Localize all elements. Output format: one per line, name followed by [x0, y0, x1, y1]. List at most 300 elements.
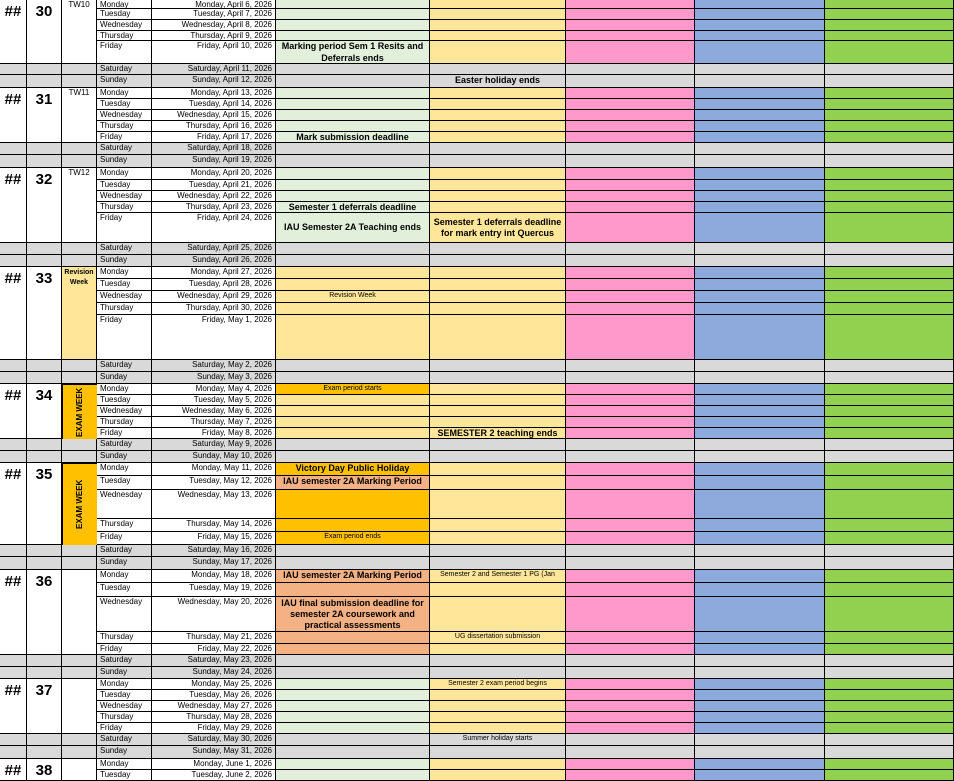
event-cell-col2[interactable] [430, 406, 566, 417]
day-name-cell[interactable]: Friday [97, 132, 152, 143]
date-cell[interactable]: Tuesday, April 21, 2026 [152, 180, 276, 191]
color-cell-blue[interactable] [695, 583, 825, 597]
event-cell-col1[interactable] [276, 406, 430, 417]
color-cell-pink[interactable] [566, 360, 695, 372]
color-cell-blue[interactable] [695, 451, 825, 463]
color-cell-blue[interactable] [695, 532, 825, 545]
day-name-cell[interactable]: Wednesday [97, 110, 152, 121]
event-cell-col1[interactable] [276, 746, 430, 759]
color-cell-green[interactable] [825, 243, 954, 255]
color-cell-blue[interactable] [695, 545, 825, 557]
date-cell[interactable]: Monday, April 13, 2026 [152, 88, 276, 99]
date-cell[interactable]: Monday, April 20, 2026 [152, 168, 276, 180]
day-name-cell[interactable]: Sunday [97, 155, 152, 168]
event-cell-col1[interactable] [276, 31, 430, 41]
day-name-cell[interactable]: Monday [97, 384, 152, 395]
color-cell-pink[interactable] [566, 417, 695, 428]
event-cell-col1[interactable] [276, 75, 430, 88]
color-cell-blue[interactable] [695, 655, 825, 667]
day-name-cell[interactable]: Monday [97, 168, 152, 180]
color-cell-blue[interactable] [695, 406, 825, 417]
day-name-cell[interactable]: Monday [97, 0, 152, 9]
color-cell-pink[interactable] [566, 279, 695, 291]
event-cell-col2[interactable]: Semester 2 and Semester 1 PG (Jan [430, 570, 566, 583]
color-cell-green[interactable] [825, 202, 954, 213]
event-cell-col2[interactable] [430, 267, 566, 279]
event-cell-col2[interactable] [430, 690, 566, 701]
event-cell-col2[interactable] [430, 417, 566, 428]
week-hash-label[interactable]: ## [0, 463, 27, 545]
event-cell-col1[interactable] [276, 632, 430, 644]
event-cell-col2[interactable] [430, 723, 566, 734]
day-name-cell[interactable]: Thursday [97, 632, 152, 644]
date-cell[interactable]: Friday, April 24, 2026 [152, 213, 276, 243]
teaching-week-label[interactable] [62, 679, 97, 734]
teaching-week-label[interactable] [62, 570, 97, 655]
date-cell[interactable]: Thursday, May 7, 2026 [152, 417, 276, 428]
color-cell-pink[interactable] [566, 372, 695, 384]
event-cell-col2[interactable] [430, 701, 566, 712]
day-name-cell[interactable]: Sunday [97, 255, 152, 267]
color-cell-green[interactable] [825, 723, 954, 734]
event-cell-col1[interactable] [276, 417, 430, 428]
color-cell-pink[interactable] [566, 132, 695, 143]
teaching-week-label[interactable]: TW10 [62, 0, 97, 64]
day-name-cell[interactable]: Sunday [97, 557, 152, 570]
day-name-cell[interactable]: Friday [97, 532, 152, 545]
color-cell-pink[interactable] [566, 155, 695, 168]
color-cell-green[interactable] [825, 476, 954, 490]
color-cell-green[interactable] [825, 557, 954, 570]
day-name-cell[interactable]: Saturday [97, 545, 152, 557]
color-cell-pink[interactable] [566, 439, 695, 451]
color-cell-pink[interactable] [566, 632, 695, 644]
event-cell-col1[interactable] [276, 155, 430, 168]
event-cell-col2[interactable] [430, 597, 566, 632]
color-cell-blue[interactable] [695, 191, 825, 202]
color-cell-blue[interactable] [695, 701, 825, 712]
day-name-cell[interactable]: Saturday [97, 655, 152, 667]
event-cell-col1[interactable] [276, 360, 430, 372]
event-cell-col1[interactable] [276, 143, 430, 155]
date-cell[interactable]: Wednesday, May 27, 2026 [152, 701, 276, 712]
color-cell-blue[interactable] [695, 64, 825, 75]
date-cell[interactable]: Tuesday, May 5, 2026 [152, 395, 276, 406]
event-cell-col2[interactable] [430, 279, 566, 291]
event-cell-col1[interactable] [276, 667, 430, 679]
color-cell-blue[interactable] [695, 395, 825, 406]
event-cell-col1[interactable] [276, 121, 430, 132]
day-name-cell[interactable]: Tuesday [97, 476, 152, 490]
day-name-cell[interactable]: Tuesday [97, 99, 152, 110]
day-name-cell[interactable]: Monday [97, 463, 152, 476]
week-hash-label[interactable]: ## [0, 168, 27, 243]
color-cell-green[interactable] [825, 121, 954, 132]
date-cell[interactable]: Monday, May 25, 2026 [152, 679, 276, 690]
color-cell-pink[interactable] [566, 315, 695, 360]
date-cell[interactable]: Sunday, April 26, 2026 [152, 255, 276, 267]
color-cell-blue[interactable] [695, 41, 825, 64]
date-cell[interactable]: Saturday, April 18, 2026 [152, 143, 276, 155]
event-cell-col2[interactable] [430, 121, 566, 132]
event-cell-col2[interactable] [430, 64, 566, 75]
event-cell-col1[interactable] [276, 519, 430, 532]
day-name-cell[interactable]: Wednesday [97, 191, 152, 202]
date-cell[interactable]: Friday, May 29, 2026 [152, 723, 276, 734]
event-cell-col1[interactable] [276, 395, 430, 406]
day-name-cell[interactable]: Monday [97, 88, 152, 99]
date-cell[interactable]: Sunday, April 12, 2026 [152, 75, 276, 88]
color-cell-pink[interactable] [566, 180, 695, 191]
event-cell-col2[interactable] [430, 476, 566, 490]
event-cell-col1[interactable] [276, 88, 430, 99]
event-cell-col2[interactable] [430, 439, 566, 451]
teaching-week-label[interactable]: TW11 [62, 88, 97, 143]
event-cell-col1[interactable] [276, 428, 430, 439]
event-cell-col2[interactable] [430, 132, 566, 143]
date-cell[interactable]: Sunday, May 3, 2026 [152, 372, 276, 384]
color-cell-green[interactable] [825, 417, 954, 428]
date-cell[interactable]: Sunday, May 17, 2026 [152, 557, 276, 570]
color-cell-blue[interactable] [695, 490, 825, 519]
event-cell-col1[interactable] [276, 9, 430, 20]
date-cell[interactable]: Tuesday, May 19, 2026 [152, 583, 276, 597]
event-cell-col2[interactable] [430, 759, 566, 770]
event-cell-col2[interactable] [430, 770, 566, 781]
color-cell-pink[interactable] [566, 202, 695, 213]
color-cell-blue[interactable] [695, 746, 825, 759]
color-cell-green[interactable] [825, 451, 954, 463]
color-cell-pink[interactable] [566, 655, 695, 667]
color-cell-blue[interactable] [695, 679, 825, 690]
color-cell-pink[interactable] [566, 110, 695, 121]
event-cell-col1[interactable] [276, 20, 430, 31]
day-name-cell[interactable]: Friday [97, 41, 152, 64]
day-name-cell[interactable]: Monday [97, 679, 152, 690]
color-cell-pink[interactable] [566, 690, 695, 701]
color-cell-green[interactable] [825, 0, 954, 9]
event-cell-col2[interactable] [430, 143, 566, 155]
event-cell-col2[interactable] [430, 557, 566, 570]
color-cell-green[interactable] [825, 428, 954, 439]
color-cell-blue[interactable] [695, 110, 825, 121]
event-cell-col1[interactable] [276, 759, 430, 770]
date-cell[interactable]: Thursday, May 28, 2026 [152, 712, 276, 723]
day-name-cell[interactable]: Wednesday [97, 701, 152, 712]
date-cell[interactable]: Thursday, May 14, 2026 [152, 519, 276, 532]
color-cell-pink[interactable] [566, 406, 695, 417]
day-name-cell[interactable]: Sunday [97, 372, 152, 384]
color-cell-blue[interactable] [695, 155, 825, 168]
event-cell-col1[interactable] [276, 110, 430, 121]
date-cell[interactable]: Friday, April 17, 2026 [152, 132, 276, 143]
day-name-cell[interactable]: Sunday [97, 746, 152, 759]
event-cell-col2[interactable] [430, 644, 566, 655]
event-cell-col2[interactable] [430, 88, 566, 99]
color-cell-pink[interactable] [566, 255, 695, 267]
color-cell-pink[interactable] [566, 303, 695, 315]
color-cell-green[interactable] [825, 545, 954, 557]
date-cell[interactable]: Tuesday, April 14, 2026 [152, 99, 276, 110]
date-cell[interactable]: Saturday, May 9, 2026 [152, 439, 276, 451]
color-cell-pink[interactable] [566, 168, 695, 180]
event-cell-col2[interactable] [430, 255, 566, 267]
color-cell-blue[interactable] [695, 213, 825, 243]
event-cell-col1[interactable] [276, 770, 430, 781]
color-cell-blue[interactable] [695, 31, 825, 41]
date-cell[interactable]: Tuesday, June 2, 2026 [152, 770, 276, 781]
color-cell-pink[interactable] [566, 451, 695, 463]
date-cell[interactable]: Sunday, May 31, 2026 [152, 746, 276, 759]
date-cell[interactable]: Sunday, May 10, 2026 [152, 451, 276, 463]
date-cell[interactable]: Wednesday, April 15, 2026 [152, 110, 276, 121]
event-cell-col2[interactable] [430, 291, 566, 303]
color-cell-pink[interactable] [566, 463, 695, 476]
color-cell-blue[interactable] [695, 417, 825, 428]
color-cell-pink[interactable] [566, 545, 695, 557]
event-cell-col2[interactable] [430, 463, 566, 476]
color-cell-blue[interactable] [695, 291, 825, 303]
color-cell-green[interactable] [825, 180, 954, 191]
date-cell[interactable]: Saturday, April 25, 2026 [152, 243, 276, 255]
event-cell-col2[interactable]: Semester 1 deferrals deadline for mark entry int Quercus [430, 213, 566, 243]
week-number[interactable]: 36 [27, 570, 62, 655]
day-name-cell[interactable]: Tuesday [97, 9, 152, 20]
event-cell-col2[interactable] [430, 667, 566, 679]
color-cell-green[interactable] [825, 191, 954, 202]
day-name-cell[interactable]: Monday [97, 267, 152, 279]
color-cell-pink[interactable] [566, 41, 695, 64]
color-cell-pink[interactable] [566, 31, 695, 41]
color-cell-blue[interactable] [695, 132, 825, 143]
event-cell-col1[interactable] [276, 64, 430, 75]
event-cell-col2[interactable]: Summer holiday starts [430, 734, 566, 746]
color-cell-green[interactable] [825, 255, 954, 267]
day-name-cell[interactable]: Tuesday [97, 690, 152, 701]
color-cell-blue[interactable] [695, 734, 825, 746]
event-cell-col2[interactable] [430, 20, 566, 31]
color-cell-blue[interactable] [695, 463, 825, 476]
color-cell-pink[interactable] [566, 143, 695, 155]
week-number[interactable]: 34 [27, 384, 62, 439]
week-number[interactable]: 31 [27, 88, 62, 143]
event-cell-col1[interactable] [276, 439, 430, 451]
event-cell-col2[interactable] [430, 180, 566, 191]
color-cell-green[interactable] [825, 406, 954, 417]
color-cell-pink[interactable] [566, 428, 695, 439]
date-cell[interactable]: Tuesday, May 26, 2026 [152, 690, 276, 701]
event-cell-col1[interactable] [276, 279, 430, 291]
event-cell-col1[interactable] [276, 191, 430, 202]
color-cell-blue[interactable] [695, 75, 825, 88]
event-cell-col2[interactable] [430, 519, 566, 532]
color-cell-green[interactable] [825, 583, 954, 597]
color-cell-green[interactable] [825, 31, 954, 41]
event-cell-col1[interactable] [276, 644, 430, 655]
week-hash-label[interactable]: ## [0, 384, 27, 439]
date-cell[interactable]: Tuesday, April 7, 2026 [152, 9, 276, 20]
week-number[interactable]: 30 [27, 0, 62, 64]
color-cell-blue[interactable] [695, 360, 825, 372]
color-cell-green[interactable] [825, 168, 954, 180]
color-cell-green[interactable] [825, 291, 954, 303]
event-cell-col1[interactable] [276, 372, 430, 384]
color-cell-blue[interactable] [695, 9, 825, 20]
color-cell-green[interactable] [825, 132, 954, 143]
color-cell-blue[interactable] [695, 570, 825, 583]
color-cell-pink[interactable] [566, 734, 695, 746]
color-cell-blue[interactable] [695, 439, 825, 451]
week-hash-label[interactable]: ## [0, 267, 27, 360]
date-cell[interactable]: Monday, June 1, 2026 [152, 759, 276, 770]
day-name-cell[interactable]: Wednesday [97, 406, 152, 417]
day-name-cell[interactable]: Wednesday [97, 597, 152, 632]
color-cell-pink[interactable] [566, 213, 695, 243]
date-cell[interactable]: Sunday, May 24, 2026 [152, 667, 276, 679]
color-cell-green[interactable] [825, 88, 954, 99]
date-cell[interactable]: Saturday, May 23, 2026 [152, 655, 276, 667]
color-cell-pink[interactable] [566, 770, 695, 781]
color-cell-pink[interactable] [566, 490, 695, 519]
color-cell-green[interactable] [825, 701, 954, 712]
date-cell[interactable]: Saturday, May 2, 2026 [152, 360, 276, 372]
event-cell-col1[interactable]: Exam period starts [276, 384, 430, 395]
event-cell-col2[interactable] [430, 110, 566, 121]
day-name-cell[interactable]: Friday [97, 723, 152, 734]
event-cell-col1[interactable] [276, 315, 430, 360]
event-cell-col1[interactable]: IAU final submission deadline for semester 2A coursework and practical assessments [276, 597, 430, 632]
color-cell-blue[interactable] [695, 597, 825, 632]
color-cell-green[interactable] [825, 690, 954, 701]
event-cell-col1[interactable] [276, 583, 430, 597]
color-cell-blue[interactable] [695, 303, 825, 315]
color-cell-green[interactable] [825, 519, 954, 532]
color-cell-green[interactable] [825, 770, 954, 781]
week-hash-label[interactable]: ## [0, 0, 27, 64]
teaching-week-label[interactable]: EXAM WEEK [62, 463, 97, 545]
date-cell[interactable]: Wednesday, May 13, 2026 [152, 490, 276, 519]
color-cell-green[interactable] [825, 759, 954, 770]
color-cell-blue[interactable] [695, 20, 825, 31]
day-name-cell[interactable]: Saturday [97, 64, 152, 75]
event-cell-col1[interactable] [276, 303, 430, 315]
color-cell-pink[interactable] [566, 395, 695, 406]
event-cell-col1[interactable]: Marking period Sem 1 Resits and Deferrals ends [276, 41, 430, 64]
event-cell-col2[interactable] [430, 0, 566, 9]
color-cell-pink[interactable] [566, 597, 695, 632]
event-cell-col1[interactable] [276, 701, 430, 712]
color-cell-pink[interactable] [566, 64, 695, 75]
date-cell[interactable]: Wednesday, April 8, 2026 [152, 20, 276, 31]
date-cell[interactable]: Friday, May 8, 2026 [152, 428, 276, 439]
date-cell[interactable]: Thursday, April 9, 2026 [152, 31, 276, 41]
date-cell[interactable]: Wednesday, April 22, 2026 [152, 191, 276, 202]
color-cell-green[interactable] [825, 439, 954, 451]
day-name-cell[interactable]: Tuesday [97, 395, 152, 406]
event-cell-col1[interactable]: IAU Semester 2A Teaching ends [276, 213, 430, 243]
color-cell-pink[interactable] [566, 121, 695, 132]
day-name-cell[interactable]: Wednesday [97, 490, 152, 519]
event-cell-col2[interactable]: SEMESTER 2 teaching ends [430, 428, 566, 439]
color-cell-green[interactable] [825, 734, 954, 746]
event-cell-col1[interactable] [276, 712, 430, 723]
color-cell-green[interactable] [825, 632, 954, 644]
event-cell-col2[interactable] [430, 31, 566, 41]
color-cell-pink[interactable] [566, 75, 695, 88]
date-cell[interactable]: Friday, May 15, 2026 [152, 532, 276, 545]
color-cell-blue[interactable] [695, 644, 825, 655]
color-cell-pink[interactable] [566, 557, 695, 570]
color-cell-blue[interactable] [695, 202, 825, 213]
event-cell-col2[interactable] [430, 395, 566, 406]
date-cell[interactable]: Thursday, April 23, 2026 [152, 202, 276, 213]
color-cell-green[interactable] [825, 490, 954, 519]
date-cell[interactable]: Tuesday, May 12, 2026 [152, 476, 276, 490]
event-cell-col2[interactable] [430, 155, 566, 168]
event-cell-col1[interactable]: Victory Day Public Holiday [276, 463, 430, 476]
day-name-cell[interactable]: Friday [97, 644, 152, 655]
teaching-week-label[interactable]: EXAM WEEK [62, 384, 97, 439]
event-cell-col1[interactable]: Exam period ends [276, 532, 430, 545]
color-cell-pink[interactable] [566, 0, 695, 9]
day-name-cell[interactable]: Monday [97, 570, 152, 583]
event-cell-col1[interactable] [276, 679, 430, 690]
event-cell-col2[interactable] [430, 168, 566, 180]
date-cell[interactable]: Saturday, May 30, 2026 [152, 734, 276, 746]
event-cell-col2[interactable] [430, 712, 566, 723]
color-cell-green[interactable] [825, 372, 954, 384]
day-name-cell[interactable]: Thursday [97, 121, 152, 132]
event-cell-col1[interactable] [276, 451, 430, 463]
event-cell-col1[interactable]: IAU semester 2A Marking Period [276, 570, 430, 583]
color-cell-pink[interactable] [566, 746, 695, 759]
event-cell-col2[interactable] [430, 41, 566, 64]
color-cell-blue[interactable] [695, 557, 825, 570]
color-cell-green[interactable] [825, 143, 954, 155]
color-cell-green[interactable] [825, 712, 954, 723]
day-name-cell[interactable]: Saturday [97, 243, 152, 255]
color-cell-pink[interactable] [566, 519, 695, 532]
event-cell-col2[interactable] [430, 303, 566, 315]
teaching-week-label[interactable]: TW12 [62, 168, 97, 243]
event-cell-col2[interactable] [430, 655, 566, 667]
date-cell[interactable]: Friday, May 1, 2026 [152, 315, 276, 360]
day-name-cell[interactable]: Tuesday [97, 583, 152, 597]
day-name-cell[interactable]: Saturday [97, 143, 152, 155]
event-cell-col1[interactable] [276, 655, 430, 667]
color-cell-blue[interactable] [695, 372, 825, 384]
date-cell[interactable]: Wednesday, May 6, 2026 [152, 406, 276, 417]
date-cell[interactable]: Tuesday, April 28, 2026 [152, 279, 276, 291]
color-cell-green[interactable] [825, 746, 954, 759]
day-name-cell[interactable]: Thursday [97, 712, 152, 723]
event-cell-col1[interactable] [276, 267, 430, 279]
date-cell[interactable]: Monday, April 27, 2026 [152, 267, 276, 279]
week-number[interactable]: 38 [27, 759, 62, 781]
color-cell-green[interactable] [825, 655, 954, 667]
date-cell[interactable]: Thursday, April 16, 2026 [152, 121, 276, 132]
event-cell-col1[interactable]: Semester 1 deferrals deadline [276, 202, 430, 213]
event-cell-col2[interactable] [430, 490, 566, 519]
color-cell-green[interactable] [825, 20, 954, 31]
color-cell-pink[interactable] [566, 384, 695, 395]
color-cell-blue[interactable] [695, 712, 825, 723]
date-cell[interactable]: Monday, May 18, 2026 [152, 570, 276, 583]
color-cell-green[interactable] [825, 667, 954, 679]
event-cell-col1[interactable] [276, 734, 430, 746]
event-cell-col1[interactable] [276, 557, 430, 570]
color-cell-pink[interactable] [566, 712, 695, 723]
